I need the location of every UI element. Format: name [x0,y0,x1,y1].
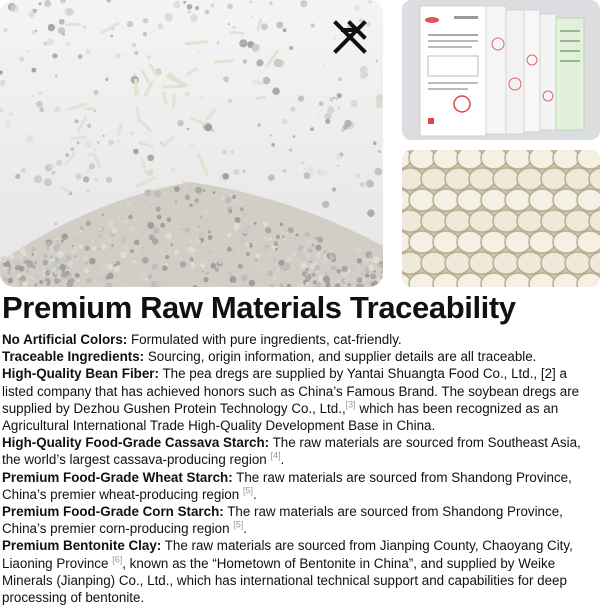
reference-marker: [4] [270,451,280,461]
item-text-tail: . [280,452,284,467]
reference-marker: [5] [233,520,243,530]
item-text-tail: which has been recognized as an Agricultural International Trade High-Quality Development Base in China. [2,401,558,433]
item-text: Formulated with pure ingredients, cat-friendly. [127,332,401,347]
item-text-tail: . [243,521,247,536]
item-label: Premium Bentonite Clay: [2,538,161,553]
reference-marker: [3] [346,399,356,409]
item-label: Premium Food-Grade Corn Starch: [2,504,224,519]
item-text: The raw materials are sourced from Shandong Province, China’s premier corn-producing region [2,504,563,536]
item-text: The pea dregs are supplied by Yantai Shuangta Food Co., Ltd., [2] a listed company that has achieved honors such as China’s Famous Brand. The soybean dregs are supplied by Dezhou Gushen Protein Technology Co., Ltd., [2,366,579,415]
litter-granules-photo [0,0,383,287]
list-item [2,503,598,537]
item-label: High-Quality Bean Fiber: [2,366,159,381]
item-text: The raw materials are sourced from Southeast Asia, the world’s largest cassava-producing region [2,435,581,467]
list-item [2,348,598,365]
item-text-tail: , known as the “Hometown of Bentonite in China”, and supplied by Weike Minerals (Jianping) Co., Ltd., which has international technical support and capabilities for deep processing of bentonite. [2,556,567,605]
list-item [2,434,598,468]
item-text: The raw materials are sourced from Shandong Province, China’s premier wheat-producing region [2,470,572,502]
reference-marker: [5] [243,485,253,495]
list-item [2,331,598,348]
ingredient-list [2,331,598,606]
item-label: Traceable Ingredients: [2,349,144,364]
item-text: The raw materials are sourced from Jianping County, Chaoyang City, Liaoning Province [2,538,573,570]
item-label: High-Quality Food-Grade Cassava Starch: [2,435,269,450]
list-item [2,537,598,606]
list-item [2,469,598,503]
reference-marker: [6] [112,554,122,564]
item-text-tail: . [253,487,257,502]
item-text: Sourcing, origin information, and supplier details are all traceable. [144,349,536,364]
brand-logo-icon [330,17,370,57]
list-item [2,365,598,434]
extruded-strands-photo [402,150,600,287]
item-label: Premium Food-Grade Wheat Starch: [2,470,233,485]
item-label: No Artificial Colors: [2,332,127,347]
page-title: Premium Raw Materials Traceability [2,290,516,326]
certificates-photo [402,0,600,140]
